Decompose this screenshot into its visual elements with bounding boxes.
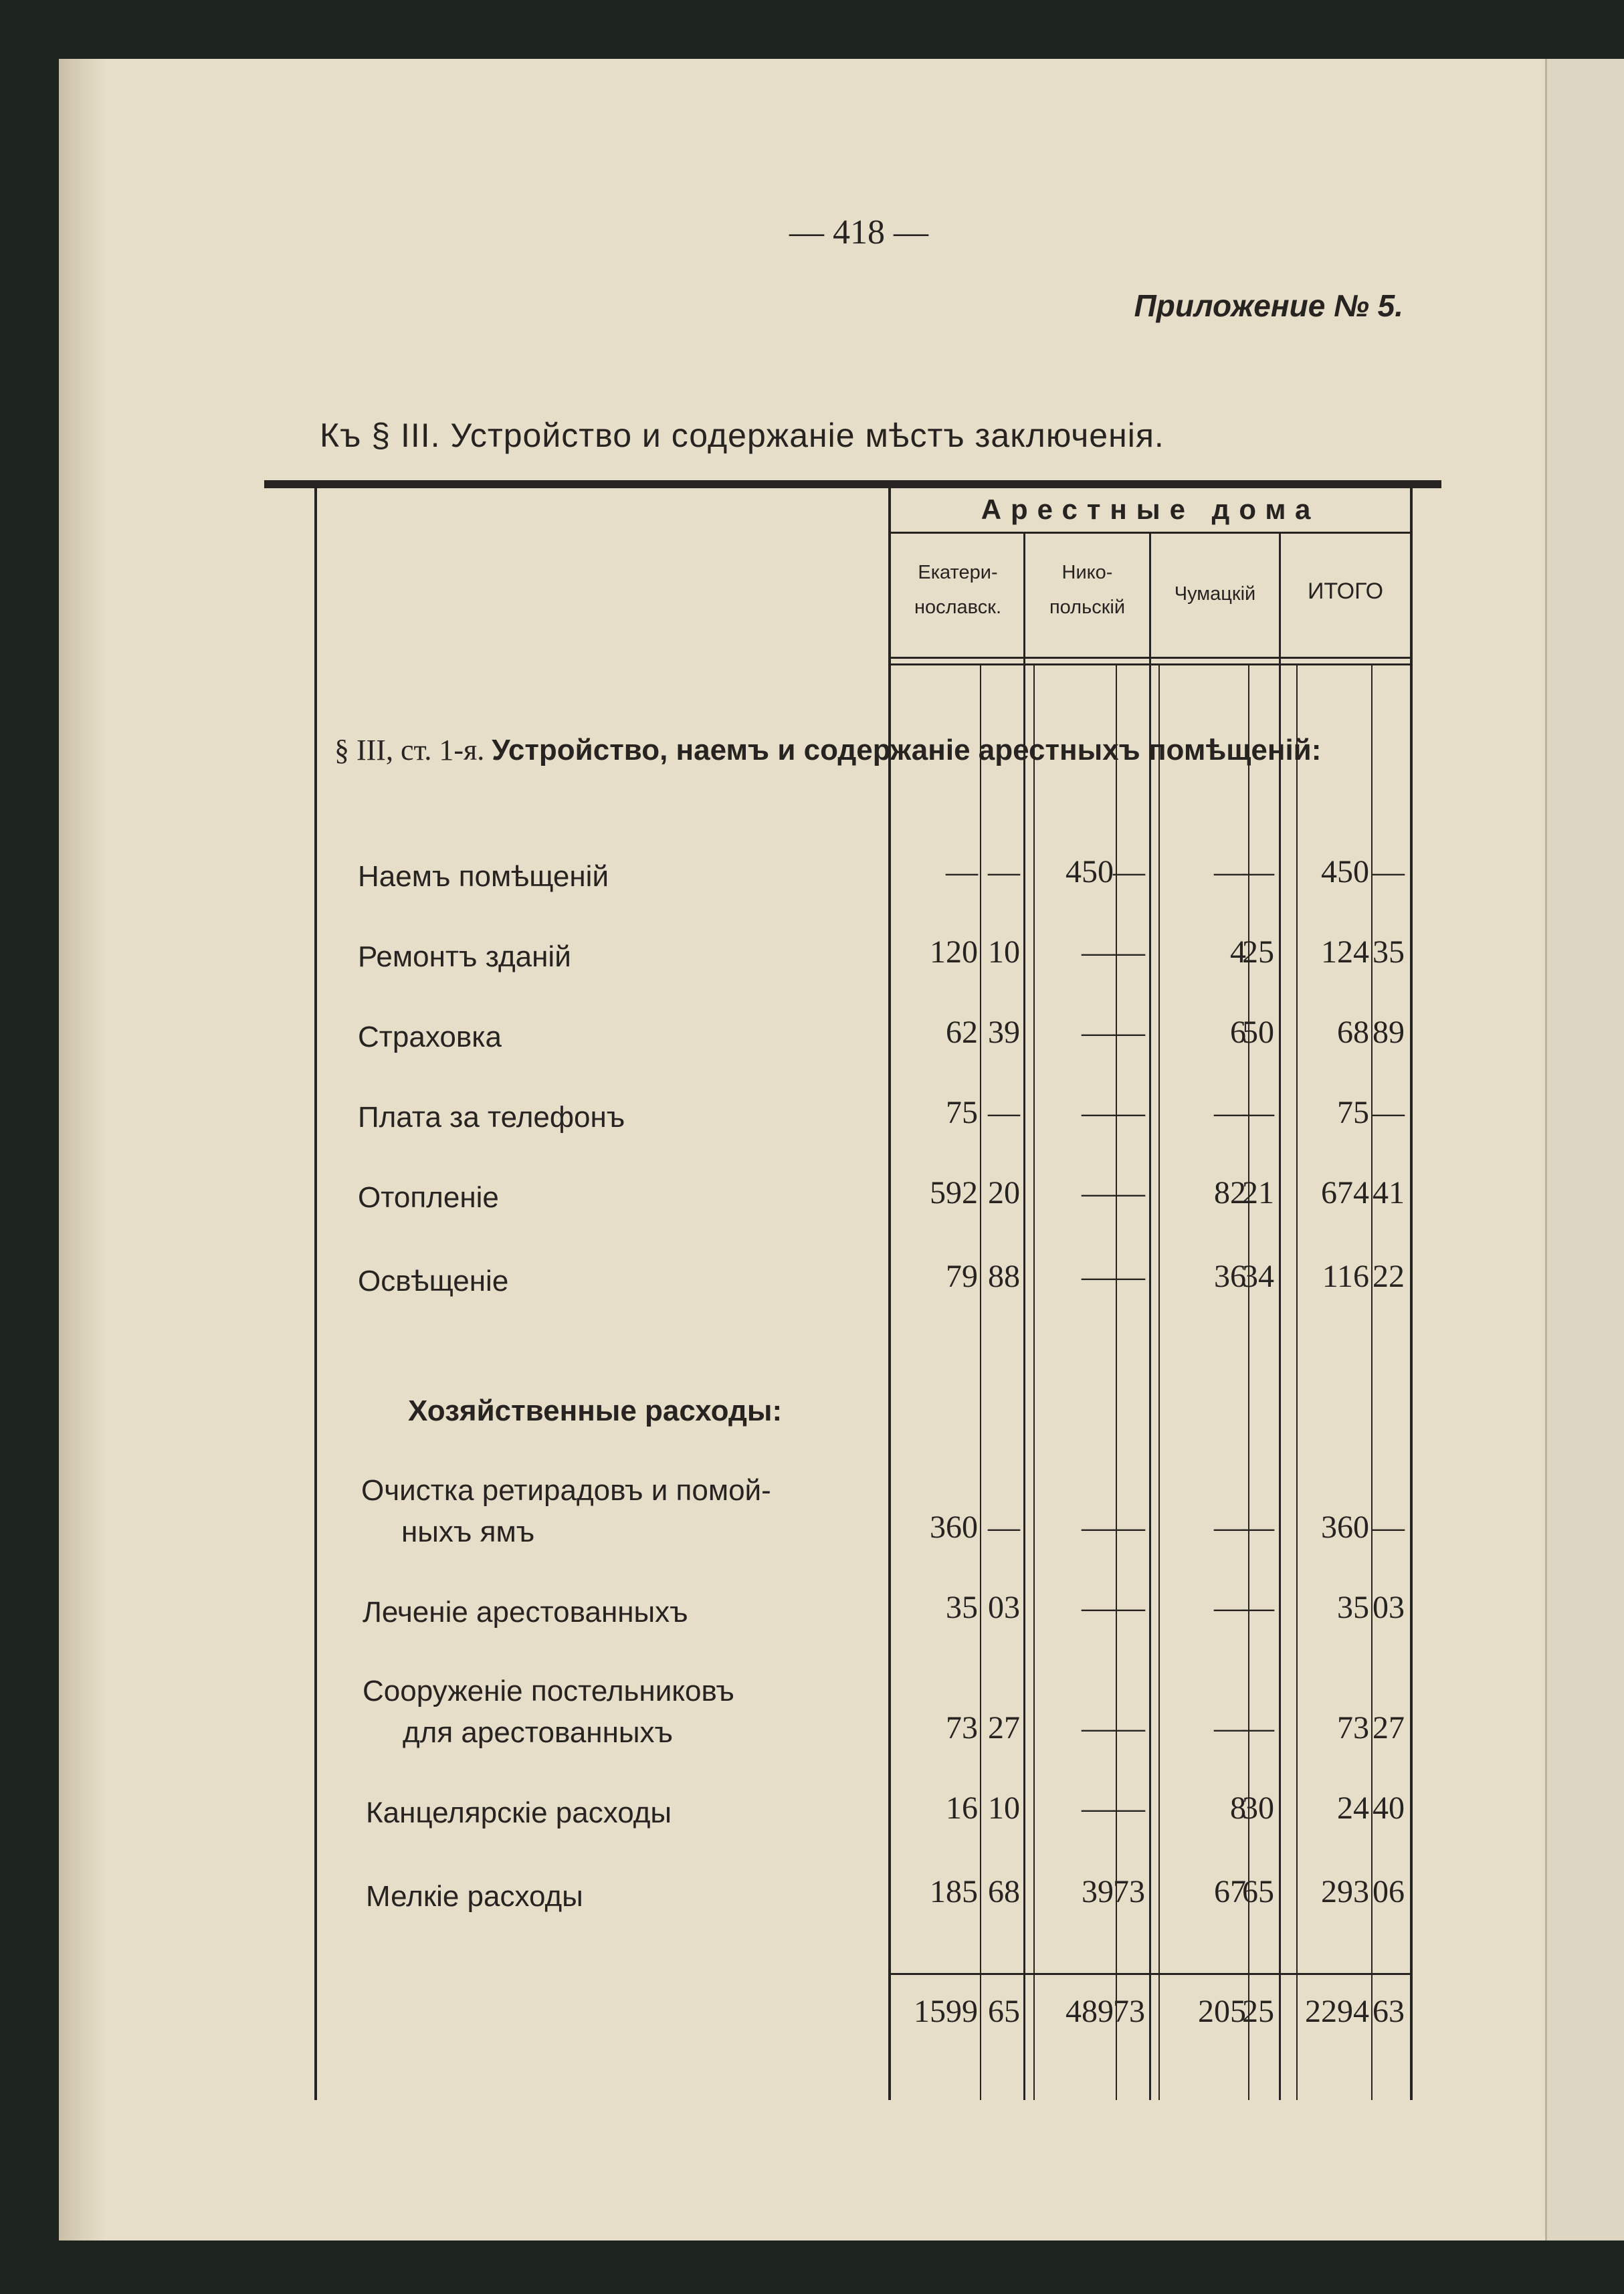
- row-value-rubles: —: [1082, 1259, 1114, 1294]
- kopeck-sep-1b: [1033, 665, 1035, 2100]
- section-prefix: § III, ст. 1-я.: [334, 734, 485, 766]
- row-value-rubles: —: [1082, 934, 1114, 970]
- table-right-rule: [1410, 488, 1413, 2100]
- row-value-rubles: —: [1082, 1590, 1114, 1625]
- total-rubles: 1599: [914, 1994, 978, 2029]
- appendix-label: Приложение № 5.: [1134, 288, 1403, 323]
- row-value-rubles: —: [1082, 1095, 1114, 1130]
- row-value-rubles: 4: [1230, 934, 1246, 970]
- row-value-rubles: —: [1082, 1175, 1114, 1211]
- total-kopecks: 73: [1113, 1994, 1145, 2029]
- total-kopecks: 25: [1242, 1994, 1274, 2029]
- row-label: Канцелярскіе расходы: [366, 1796, 672, 1829]
- row-value-rubles: 360: [1321, 1509, 1369, 1545]
- row-value-kopecks: 25: [1242, 934, 1274, 970]
- row-value-kopecks: 50: [1242, 1015, 1274, 1050]
- row-value-kopecks: —: [1113, 1590, 1145, 1625]
- row-value-kopecks: —: [988, 1509, 1020, 1545]
- table-left-rule: [314, 488, 317, 2100]
- row-value-rubles: 36: [1214, 1259, 1246, 1294]
- row-value-rubles: —: [1214, 1509, 1246, 1545]
- row-label: Страховка: [358, 1021, 502, 1053]
- row-value-kopecks: 22: [1373, 1259, 1405, 1294]
- section-heading: [334, 729, 1321, 772]
- book-page: [59, 59, 1546, 2240]
- row-value-kopecks: 06: [1373, 1874, 1405, 1909]
- row-value-kopecks: 68: [988, 1874, 1020, 1909]
- row-value-rubles: 68: [1337, 1015, 1369, 1050]
- section-title: Устройство, наемъ и содержаніе арестныхъ помѣщеній:: [492, 734, 1322, 766]
- row-value-kopecks: 27: [1373, 1710, 1405, 1746]
- row-value-kopecks: 88: [988, 1259, 1020, 1294]
- total-rubles: 489: [1065, 1994, 1114, 2029]
- row-value-rubles: —: [1082, 1509, 1114, 1545]
- row-label: Мелкіе расходы: [366, 1880, 583, 1913]
- row-value-rubles: 79: [946, 1259, 978, 1294]
- row-value-rubles: —: [1214, 854, 1246, 890]
- row-value-kopecks: 35: [1373, 934, 1405, 970]
- row-value-kopecks: 65: [1242, 1874, 1274, 1909]
- row-value-kopecks: 20: [988, 1175, 1020, 1211]
- row-value-rubles: 116: [1322, 1259, 1369, 1294]
- row-value-rubles: 124: [1321, 934, 1369, 970]
- row-value-kopecks: 39: [988, 1015, 1020, 1050]
- row-value-kopecks: 34: [1242, 1259, 1274, 1294]
- total-kopecks: 65: [988, 1994, 1020, 2029]
- row-value-rubles: 35: [946, 1590, 978, 1625]
- col-header-chumatsky: Чумацкій: [1174, 583, 1256, 605]
- subsection-title: Хозяйственные расходы:: [408, 1394, 783, 1427]
- row-value-rubles: 185: [930, 1874, 978, 1909]
- kopeck-sep-3b: [1296, 665, 1298, 2100]
- row-value-rubles: 73: [1337, 1710, 1369, 1746]
- row-value-kopecks: —: [1113, 854, 1145, 890]
- row-value-kopecks: —: [1242, 1590, 1274, 1625]
- row-value-rubles: —: [1214, 1095, 1246, 1130]
- row-value-kopecks: —: [1113, 1259, 1145, 1294]
- col-header-nikopol: Нико- польскій: [1049, 562, 1126, 618]
- row-value-kopecks: 10: [988, 934, 1020, 970]
- row-value-kopecks: 21: [1242, 1175, 1274, 1211]
- row-value-rubles: 8: [1230, 1790, 1246, 1826]
- row-value-kopecks: —: [988, 1095, 1020, 1130]
- row-value-rubles: 120: [930, 934, 978, 970]
- group-header: Арестные дома: [981, 494, 1320, 525]
- row-value-rubles: 82: [1214, 1175, 1246, 1211]
- row-value-kopecks: 73: [1113, 1874, 1145, 1909]
- row-value-kopecks: —: [1242, 854, 1274, 890]
- row-value-kopecks: 41: [1373, 1175, 1405, 1211]
- row-value-rubles: 674: [1321, 1175, 1369, 1211]
- total-rubles: 205: [1198, 1994, 1246, 2029]
- row-label: Очистка ретирадовъ и помой- ныхъ ямъ: [361, 1474, 771, 1548]
- page-edge: [59, 59, 106, 2240]
- row-value-rubles: —: [1214, 1590, 1246, 1625]
- row-value-rubles: 24: [1337, 1790, 1369, 1826]
- row-value-kopecks: —: [1113, 1175, 1145, 1211]
- row-value-kopecks: —: [1113, 1509, 1145, 1545]
- row-value-rubles: 67: [1214, 1874, 1246, 1909]
- row-value-kopecks: 89: [1373, 1015, 1405, 1050]
- page-title: Къ § III. Устройство и содержаніе мѣстъ заключенія.: [320, 417, 1164, 454]
- row-value-rubles: 73: [946, 1710, 978, 1746]
- row-value-rubles: 16: [946, 1790, 978, 1826]
- row-value-rubles: —: [1082, 1015, 1114, 1050]
- row-value-kopecks: 40: [1373, 1790, 1405, 1826]
- row-value-rubles: 450: [1065, 854, 1114, 890]
- row-value-rubles: 62: [946, 1015, 978, 1050]
- row-value-kopecks: —: [1113, 1015, 1145, 1050]
- row-value-kopecks: —: [1242, 1509, 1274, 1545]
- row-value-kopecks: 03: [1373, 1590, 1405, 1625]
- row-value-rubles: —: [946, 854, 978, 890]
- row-value-kopecks: —: [1113, 1710, 1145, 1746]
- row-label: Ремонтъ зданій: [358, 940, 571, 973]
- page-number: — 418 —: [789, 213, 928, 251]
- total-kopecks: 63: [1373, 1994, 1405, 2029]
- row-value-rubles: —: [1082, 1790, 1114, 1826]
- kopeck-sep-2b: [1158, 665, 1160, 2100]
- row-value-rubles: 75: [1337, 1095, 1369, 1130]
- facing-page-edge: [1545, 59, 1624, 2240]
- row-value-rubles: 450: [1321, 854, 1369, 890]
- row-value-kopecks: —: [1242, 1710, 1274, 1746]
- row-value-kopecks: —: [1242, 1095, 1274, 1130]
- row-label: Леченіе арестованныхъ: [363, 1596, 688, 1629]
- row-label: Освѣщеніе: [358, 1265, 509, 1297]
- row-value-kopecks: 03: [988, 1590, 1020, 1625]
- row-value-rubles: 39: [1082, 1874, 1114, 1909]
- row-value-rubles: —: [1214, 1710, 1246, 1746]
- col-header-total: ИТОГО: [1307, 579, 1384, 604]
- row-value-kopecks: 10: [988, 1790, 1020, 1826]
- row-label: Сооруженіе постельниковъ для арестованныхъ: [363, 1675, 734, 1749]
- row-label: Наемъ помѣщеній: [358, 860, 609, 893]
- row-label: Отопленіе: [358, 1181, 499, 1214]
- row-value-kopecks: —: [1373, 1509, 1405, 1545]
- row-value-kopecks: 30: [1242, 1790, 1274, 1826]
- row-label: Плата за телефонъ: [358, 1101, 625, 1134]
- row-value-kopecks: —: [1113, 1095, 1145, 1130]
- table-top-rule: [264, 480, 1441, 488]
- row-value-kopecks: 27: [988, 1710, 1020, 1746]
- row-value-kopecks: —: [1373, 1095, 1405, 1130]
- row-value-rubles: 35: [1337, 1590, 1369, 1625]
- row-value-rubles: 360: [930, 1509, 978, 1545]
- row-value-kopecks: —: [1113, 1790, 1145, 1826]
- kopeck-sep-1: [980, 665, 981, 2100]
- row-value-kopecks: —: [1113, 934, 1145, 970]
- row-value-rubles: 592: [930, 1175, 978, 1211]
- col-header-ekaterinoslav: Екатери- нославск.: [914, 562, 1002, 618]
- row-value-rubles: 75: [946, 1095, 978, 1130]
- row-value-kopecks: —: [1373, 854, 1405, 890]
- row-value-rubles: 6: [1230, 1015, 1246, 1050]
- row-value-kopecks: —: [988, 854, 1020, 890]
- row-value-rubles: —: [1082, 1710, 1114, 1746]
- total-rubles: 2294: [1305, 1994, 1369, 2029]
- row-value-rubles: 293: [1321, 1874, 1369, 1909]
